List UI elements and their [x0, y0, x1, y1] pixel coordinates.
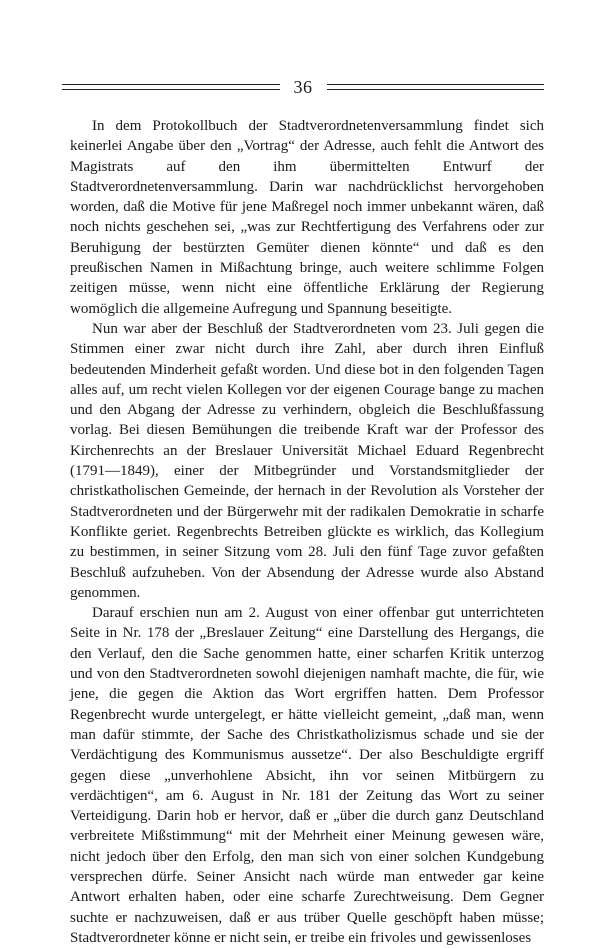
page-header	[62, 76, 544, 98]
paragraph-3: Darauf erschien nun am 2. August von einer offenbar gut unterrichteten Seite in Nr. 178 der „Breslauer Zeitung“ eine Darstellung des Hergangs, die den Verlauf, den die Sache genommen hatte, einer scharfen Kritik unterzog und von den Stadtverordneten sowohl diejenigen namhaft machte, die für, wie jene, die gegen die Aktion das Wort ergriffen hatten. Dem Professor Regenbrecht wurde untergelegt, er hätte vielleicht gemeint, „daß man, wenn man dafür stimmte, der Sache des Christkatholizismus schade und sie der Verdächtigung des Kommunismus aussetze“. Der also Beschuldigte ergriff gegen diese „unverhohlene Absicht, ihn vor seinen Mitbürgern zu verdächtigen“, am 6. August in Nr. 181 der Zeitung das Wort zu seiner Verteidigung. Darin hob er hervor, daß er „über die durch ganz Deutschland verbreitete Mißstimmung“ mit der Mehrheit einer Meinung gewesen wäre, nicht jedoch über den Erfolg, den man sich von einer solchen Kundgebung versprechen dürfe. Seiner Ansicht nach würde man entweder gar keine Antwort erhalten haben, oder eine scharfe Zurechtweisung. Dem Gegner suchte er nachzuweisen, daß er aus trüber Quelle geschöpft haben müsse; Stadtverordneter könne er nicht sein, er treibe ein frivoles und gewissenloses	[70, 605, 544, 946]
body-text	[70, 116, 544, 948]
page-number: 36	[293, 77, 313, 97]
header-rule-right	[327, 84, 545, 90]
paragraph-2: Nun war aber der Beschluß der Stadtverordneten vom 23. Juli gegen die Stimmen einer zwar nicht durch ihre Zahl, aber durch ihren Einfluß bedeutenden Minderheit gefaßt worden. Und diese bot in den folgenden Tagen alles auf, um recht vielen Kollegen vor der eigenen Courage bange zu machen und den Abgang der Adresse zu verhindern, obgleich die Beschlußfassung vorlag. Bei diesen Bemühungen die treibende Kraft war der Professor des Kirchenrechts an der Breslauer Universität Michael Eduard Regenbrecht (1791—1849), einer der Mitbegründer und Vorstandsmitglieder der christkatholischen Gemeinde, der hernach in der Revolution als Vorsteher der Stadtverordneten und der Bürgerwehr mit der radikalen Demokratie in scharfe Konflikte geriet. Regenbrechts Betreiben glückte es wirklich, das Kollegium zu bestimmen, in seiner Sitzung vom 28. Juli den fünf Tage zuvor gefaßten Beschluß aufzuheben. Von der Absendung der Adresse wurde also Abstand genommen.	[70, 320, 544, 601]
header-rule-left	[62, 84, 280, 90]
paragraph-1: In dem Protokollbuch der Stadtverordnetenversammlung findet sich keinerlei Angabe über den „Vortrag“ der Adresse, auch fehlt die Antwort des Magistrats auf den ihm übermittelten Entwurf der Stadtverordnetenversammlung. Darin war nachdrücklichst hervorgehoben worden, daß die Motive für jene Maßregel noch immer unbekannt wären, daß noch nichts geschehen sei, „was zur Rechtfertigung des Verfahrens oder zur Beruhigung der bestürzten Gemüter dienen könnte“ und daß es den preußischen Namen in Mißachtung bringe, auch weitere schlimme Folgen zeitigen müsse, wenn nicht eine öffentliche Erklärung der Regierung womöglich die allgemeine Aufregung und Spannung beseitigte.	[70, 118, 544, 317]
